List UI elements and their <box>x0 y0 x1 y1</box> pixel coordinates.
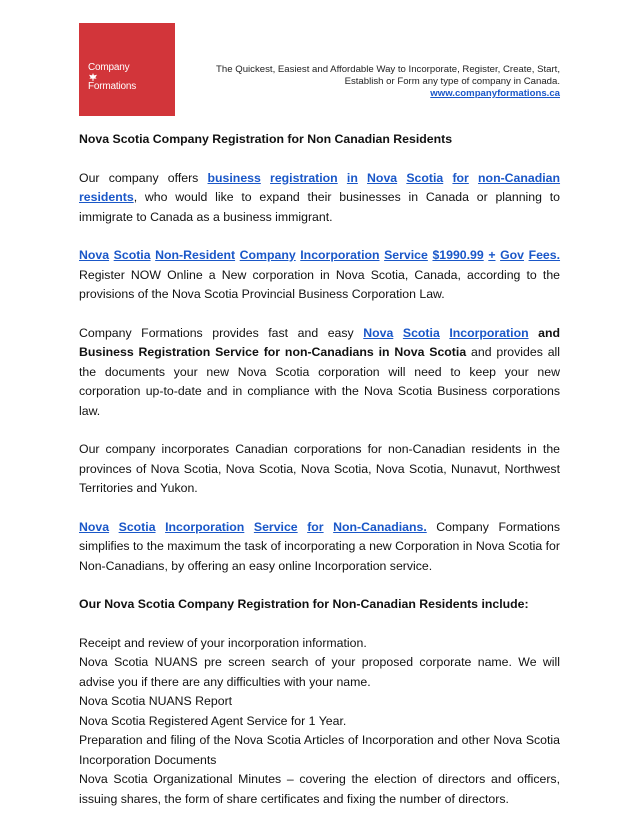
para2-rest: Register NOW Online a New corporation in Nova Scotia, Canada, according to the provisions of the Nova Scotia Provincial Business Corporation Law. <box>79 267 560 301</box>
link-for[interactable]: for <box>307 519 324 534</box>
link-gov[interactable]: Gov <box>500 248 524 262</box>
website-link[interactable]: www.companyformations.ca <box>430 88 560 99</box>
link-nova[interactable]: Nova <box>367 170 398 185</box>
link-company[interactable]: Company <box>239 248 296 262</box>
link-fees[interactable]: Fees. <box>528 248 561 262</box>
logo-line1: Company <box>88 62 130 73</box>
link-residents[interactable]: residents <box>79 190 134 204</box>
list-item: Nova Scotia Organizational Minutes – covering the election of directors and officers, issuing shares, the form of share certificates and fixing the number of directors. <box>79 772 560 806</box>
link-non-resident[interactable]: Non-Resident <box>155 248 236 262</box>
tagline-line2: Establish or Form any type of company in Canada. <box>344 76 560 87</box>
link-plus[interactable]: + <box>488 248 496 262</box>
para3-intro: Company Formations provides fast and easy <box>79 325 364 340</box>
link-for[interactable]: for <box>452 170 469 185</box>
document-body <box>79 130 560 828</box>
list-item: Nova Scotia NUANS Report <box>79 694 233 708</box>
list-item: Receipt and review of your incorporation information. <box>79 635 367 650</box>
includes-list <box>79 634 560 810</box>
header-tagline <box>200 64 560 100</box>
link-scotia[interactable]: Scotia <box>113 248 151 262</box>
page-title: Nova Scotia Company Registration for Non Canadian Residents <box>79 132 453 146</box>
link-incorporation[interactable]: Incorporation <box>165 519 245 534</box>
link-non-canadians[interactable]: Non-Canadians. <box>333 519 427 534</box>
link-nova[interactable]: Nova <box>79 248 110 262</box>
link-scotia[interactable]: Scotia <box>118 519 156 534</box>
link-registration[interactable]: registration <box>270 170 338 185</box>
para3-bold: and Business Registration Service for non-Canadians in Nova Scotia <box>79 325 561 359</box>
logo-line2: Formations <box>88 81 137 92</box>
paragraph-online-service <box>79 518 560 577</box>
link-incorporation[interactable]: Incorporation <box>449 325 529 340</box>
list-item: Nova Scotia NUANS pre screen search of your proposed corporate name. We will advise you if there are any difficulties with your name. <box>79 655 560 689</box>
link-scotia[interactable]: Scotia <box>406 170 444 185</box>
para1-intro: Our company offers <box>79 170 199 185</box>
link-incorporation[interactable]: Incorporation <box>300 248 380 262</box>
link-business[interactable]: business <box>207 170 261 185</box>
paragraph-pricing <box>79 246 560 305</box>
paragraph-provinces: Our company incorporates Canadian corporations for non-Canadian residents in the provinces of Nova Scotia, Nova Scotia, Nova Scotia, Nova Scotia, Nunavut, Northwest Territories and Yukon. <box>79 442 560 495</box>
link-nova[interactable]: Nova <box>363 325 394 340</box>
link-in[interactable]: in <box>346 170 358 185</box>
tagline-line1: The Quickest, Easiest and Affordable Way to Incorporate, Register, Create, Start, <box>216 64 560 75</box>
logo-text <box>88 62 136 92</box>
paragraph-services <box>79 324 560 422</box>
paragraph-intro <box>79 169 560 228</box>
maple-leaf-icon <box>89 73 97 81</box>
link-scotia[interactable]: Scotia <box>402 325 440 340</box>
link-service[interactable]: Service <box>253 519 298 534</box>
para5-rest: Company Formations simplifies to the maximum the task of incorporating a new Corporation in Nova Scotia for Non-Canadians, by offering an easy online Incorporation service. <box>79 519 560 573</box>
includes-heading: Our Nova Scotia Company Registration for Non-Canadian Residents include: <box>79 597 529 611</box>
link-nova[interactable]: Nova <box>79 519 110 534</box>
link-non-canadian[interactable]: non-Canadian <box>478 170 561 185</box>
company-logo <box>79 23 175 116</box>
para3-rest: and provides all the documents your new Nova Scotia corporation will need to keep your new corporation up-to-date and in compliance with the Nova Scotia Business corporations law. <box>79 345 560 418</box>
link-service[interactable]: Service <box>384 248 428 262</box>
list-item: Preparation and filing of the Nova Scotia Articles of Incorporation and other Nova Scotia Incorporation Documents <box>79 733 560 767</box>
link-price[interactable]: $1990.99 <box>432 248 484 262</box>
list-item: Nova Scotia Registered Agent Service for 1 Year. <box>79 713 347 728</box>
para1-rest: , who would like to expand their businesses in Canada or planning to immigrate to Canada as a business immigrant. <box>79 190 560 224</box>
